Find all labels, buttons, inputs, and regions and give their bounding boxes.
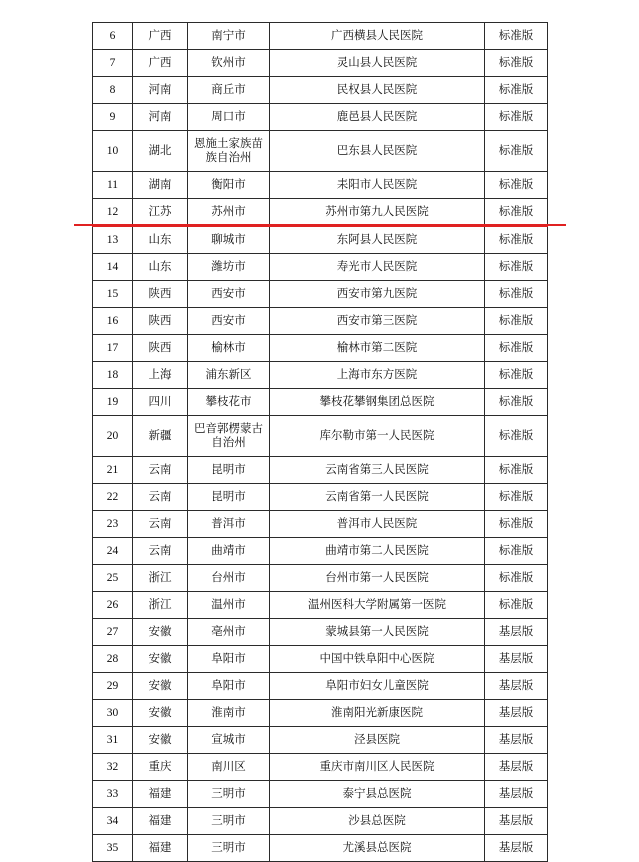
city-cell: 昆明市: [188, 484, 270, 511]
version-cell: 标准版: [485, 511, 548, 538]
city-cell: 衡阳市: [188, 172, 270, 199]
row-index-cell: 7: [93, 50, 133, 77]
row-index-cell: 19: [93, 389, 133, 416]
row-index-cell: 6: [93, 23, 133, 50]
row-index-cell: 8: [93, 77, 133, 104]
province-cell: 四川: [133, 389, 188, 416]
table-row: [93, 538, 548, 565]
hospital-name-cell: 泾县医院: [270, 727, 485, 754]
province-cell: 浙江: [133, 592, 188, 619]
version-cell: 标准版: [485, 50, 548, 77]
row-index-cell: 20: [93, 416, 133, 457]
city-cell: 西安市: [188, 308, 270, 335]
version-cell: 标准版: [485, 254, 548, 281]
hospital-name-cell: 普洱市人民医院: [270, 511, 485, 538]
city-cell: 普洱市: [188, 511, 270, 538]
table-row: [93, 23, 548, 50]
table-row: [93, 77, 548, 104]
city-cell: 亳州市: [188, 619, 270, 646]
row-index-cell: 18: [93, 362, 133, 389]
hospital-name-cell: 台州市第一人民医院: [270, 565, 485, 592]
row-index-cell: 13: [93, 226, 133, 254]
version-cell: 标准版: [485, 416, 548, 457]
hospital-name-cell: 库尔勒市第一人民医院: [270, 416, 485, 457]
version-cell: 标准版: [485, 335, 548, 362]
version-cell: 标准版: [485, 592, 548, 619]
city-cell: 阜阳市: [188, 646, 270, 673]
hospital-name-cell: 尤溪县总医院: [270, 835, 485, 862]
version-cell: 基层版: [485, 727, 548, 754]
hospital-name-cell: 广西横县人民医院: [270, 23, 485, 50]
table-row: [93, 457, 548, 484]
row-index-cell: 27: [93, 619, 133, 646]
province-cell: 福建: [133, 781, 188, 808]
row-index-cell: 10: [93, 131, 133, 172]
hospital-name-cell: 中国中铁阜阳中心医院: [270, 646, 485, 673]
version-cell: 基层版: [485, 808, 548, 835]
province-cell: 湖北: [133, 131, 188, 172]
province-cell: 云南: [133, 511, 188, 538]
row-index-cell: 31: [93, 727, 133, 754]
city-cell: 商丘市: [188, 77, 270, 104]
version-cell: 标准版: [485, 281, 548, 308]
city-cell: 南宁市: [188, 23, 270, 50]
version-cell: 标准版: [485, 226, 548, 254]
row-index-cell: 17: [93, 335, 133, 362]
version-cell: 标准版: [485, 199, 548, 227]
row-index-cell: 32: [93, 754, 133, 781]
province-cell: 河南: [133, 77, 188, 104]
province-cell: 河南: [133, 104, 188, 131]
hospital-name-cell: 淮南阳光新康医院: [270, 700, 485, 727]
row-index-cell: 24: [93, 538, 133, 565]
table-body: [93, 23, 548, 862]
province-cell: 云南: [133, 484, 188, 511]
city-cell: 浦东新区: [188, 362, 270, 389]
row-index-cell: 26: [93, 592, 133, 619]
hospital-name-cell: 攀枝花攀钢集团总医院: [270, 389, 485, 416]
table-row: [93, 808, 548, 835]
version-cell: 标准版: [485, 389, 548, 416]
province-cell: 安徽: [133, 619, 188, 646]
table-row: [93, 172, 548, 199]
row-index-cell: 35: [93, 835, 133, 862]
row-index-cell: 33: [93, 781, 133, 808]
cell-line: 恩施土家族苗: [194, 137, 263, 150]
hospital-name-cell: 阜阳市妇女儿童医院: [270, 673, 485, 700]
table-row: [93, 389, 548, 416]
province-cell: 安徽: [133, 727, 188, 754]
version-cell: 基层版: [485, 700, 548, 727]
red-highlight-line: [74, 224, 566, 226]
row-index-cell: 22: [93, 484, 133, 511]
hospital-name-cell: 泰宁县总医院: [270, 781, 485, 808]
city-cell: 西安市: [188, 281, 270, 308]
table-row: [93, 484, 548, 511]
hospital-name-cell: 巴东县人民医院: [270, 131, 485, 172]
city-cell: 周口市: [188, 104, 270, 131]
table-row: [93, 700, 548, 727]
version-cell: 标准版: [485, 172, 548, 199]
city-cell: 榆林市: [188, 335, 270, 362]
row-index-cell: 21: [93, 457, 133, 484]
row-index-cell: 9: [93, 104, 133, 131]
province-cell: 上海: [133, 362, 188, 389]
version-cell: 标准版: [485, 131, 548, 172]
hospital-name-cell: 云南省第一人民医院: [270, 484, 485, 511]
version-cell: 标准版: [485, 565, 548, 592]
province-cell: 云南: [133, 538, 188, 565]
table-row: [93, 254, 548, 281]
province-cell: 广西: [133, 23, 188, 50]
version-cell: 标准版: [485, 308, 548, 335]
table-row: [93, 727, 548, 754]
province-cell: 陕西: [133, 335, 188, 362]
version-cell: 基层版: [485, 646, 548, 673]
version-cell: 标准版: [485, 362, 548, 389]
province-cell: 安徽: [133, 673, 188, 700]
city-cell: 三明市: [188, 808, 270, 835]
city-cell: 宣城市: [188, 727, 270, 754]
table-row: [93, 754, 548, 781]
city-cell: 曲靖市: [188, 538, 270, 565]
province-cell: 新疆: [133, 416, 188, 457]
city-cell: 钦州市: [188, 50, 270, 77]
hospital-name-cell: 西安市第九医院: [270, 281, 485, 308]
table-row: [93, 673, 548, 700]
version-cell: 标准版: [485, 457, 548, 484]
city-cell: 三明市: [188, 835, 270, 862]
province-cell: 安徽: [133, 646, 188, 673]
province-cell: 浙江: [133, 565, 188, 592]
table-row: [93, 565, 548, 592]
version-cell: 基层版: [485, 754, 548, 781]
version-cell: 标准版: [485, 484, 548, 511]
row-index-cell: 12: [93, 199, 133, 227]
province-cell: 江苏: [133, 199, 188, 227]
row-index-cell: 23: [93, 511, 133, 538]
table-row: [93, 835, 548, 862]
table-row: [93, 646, 548, 673]
version-cell: 标准版: [485, 77, 548, 104]
city-cell: 南川区: [188, 754, 270, 781]
hospital-name-cell: 云南省第三人民医院: [270, 457, 485, 484]
city-cell: 攀枝花市: [188, 389, 270, 416]
version-cell: 标准版: [485, 538, 548, 565]
hospital-name-cell: 寿光市人民医院: [270, 254, 485, 281]
table-row: [93, 104, 548, 131]
cell-line: 自治州: [211, 437, 246, 449]
city-cell: 温州市: [188, 592, 270, 619]
hospital-name-cell: 苏州市第九人民医院: [270, 199, 485, 227]
province-cell: 安徽: [133, 700, 188, 727]
version-cell: 基层版: [485, 619, 548, 646]
city-cell: 三明市: [188, 781, 270, 808]
table-row: [93, 226, 548, 254]
city-cell: 台州市: [188, 565, 270, 592]
row-index-cell: 29: [93, 673, 133, 700]
city-cell: 昆明市: [188, 457, 270, 484]
table-row: [93, 281, 548, 308]
hospital-name-cell: 东阿县人民医院: [270, 226, 485, 254]
province-cell: 陕西: [133, 308, 188, 335]
version-cell: 基层版: [485, 673, 548, 700]
hospital-name-cell: 曲靖市第二人民医院: [270, 538, 485, 565]
table-row: [93, 199, 548, 227]
table-row: [93, 131, 548, 172]
province-cell: 重庆: [133, 754, 188, 781]
hospital-name-cell: 重庆市南川区人民医院: [270, 754, 485, 781]
city-cell: 苏州市: [188, 199, 270, 227]
version-cell: 标准版: [485, 23, 548, 50]
row-index-cell: 34: [93, 808, 133, 835]
table-row: [93, 592, 548, 619]
row-index-cell: 15: [93, 281, 133, 308]
province-cell: 云南: [133, 457, 188, 484]
table-row: [93, 416, 548, 457]
table-row: [93, 362, 548, 389]
hospital-name-cell: 沙县总医院: [270, 808, 485, 835]
hospital-name-cell: 灵山县人民医院: [270, 50, 485, 77]
table-row: [93, 511, 548, 538]
province-cell: 山东: [133, 254, 188, 281]
province-cell: 福建: [133, 808, 188, 835]
city-cell: [188, 131, 270, 172]
row-index-cell: 25: [93, 565, 133, 592]
city-cell: 淮南市: [188, 700, 270, 727]
hospital-name-cell: 耒阳市人民医院: [270, 172, 485, 199]
city-cell: 阜阳市: [188, 673, 270, 700]
province-cell: 福建: [133, 835, 188, 862]
version-cell: 标准版: [485, 104, 548, 131]
province-cell: 陕西: [133, 281, 188, 308]
hospital-name-cell: 西安市第三医院: [270, 308, 485, 335]
row-index-cell: 11: [93, 172, 133, 199]
row-index-cell: 16: [93, 308, 133, 335]
table-row: [93, 619, 548, 646]
hospital-name-cell: 上海市东方医院: [270, 362, 485, 389]
table-row: [93, 335, 548, 362]
city-cell: [188, 416, 270, 457]
province-cell: 湖南: [133, 172, 188, 199]
cell-line: 巴音郭楞蒙古: [194, 422, 263, 435]
hospital-name-cell: 鹿邑县人民医院: [270, 104, 485, 131]
version-cell: 基层版: [485, 781, 548, 808]
table-row: [93, 50, 548, 77]
hospital-name-cell: 榆林市第二医院: [270, 335, 485, 362]
city-cell: 潍坊市: [188, 254, 270, 281]
row-index-cell: 14: [93, 254, 133, 281]
city-cell: 聊城市: [188, 226, 270, 254]
table-row: [93, 308, 548, 335]
table-row: [93, 781, 548, 808]
hospital-name-cell: 温州医科大学附属第一医院: [270, 592, 485, 619]
row-index-cell: 30: [93, 700, 133, 727]
row-index-cell: 28: [93, 646, 133, 673]
hospital-name-cell: 民权县人民医院: [270, 77, 485, 104]
version-cell: 基层版: [485, 835, 548, 862]
province-cell: 山东: [133, 226, 188, 254]
cell-line: 族自治州: [205, 152, 252, 164]
province-cell: 广西: [133, 50, 188, 77]
hospital-name-cell: 蒙城县第一人民医院: [270, 619, 485, 646]
hospital-list-table: [92, 22, 548, 862]
